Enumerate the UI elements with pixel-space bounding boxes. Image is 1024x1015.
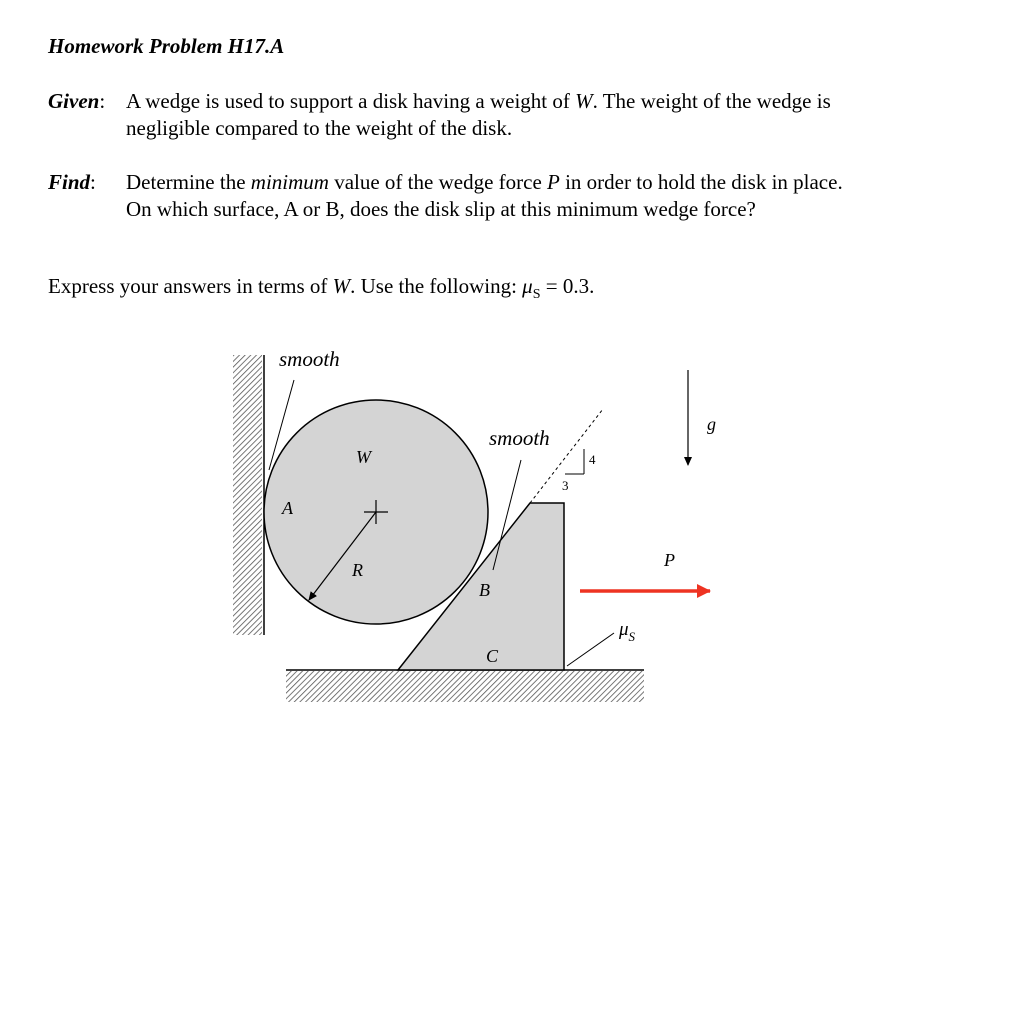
point-b-label: B bbox=[479, 580, 490, 600]
friction-leader bbox=[567, 633, 614, 666]
gravity-label: g bbox=[707, 414, 716, 434]
problem-title: Homework Problem H17.A bbox=[48, 34, 285, 58]
find-label: Find: bbox=[48, 170, 96, 194]
friction-mu-label: $\mu_S$ bbox=[619, 619, 636, 644]
find-text: Determine the minimum value of the wedge force P in order to hold the disk in place. On which surface, A or B, does the disk slip at this minimum wedge force? bbox=[126, 170, 843, 221]
weight-label: W bbox=[356, 447, 371, 467]
smooth-incline-label: smooth bbox=[489, 426, 550, 450]
point-a-label: A bbox=[282, 498, 293, 518]
point-c-label: C bbox=[486, 646, 499, 666]
given-text: A wedge is used to support a disk having a weight of W. The weight of the wedge is negligible compared to the weight of the disk. bbox=[126, 89, 831, 140]
express-instructions: Express your answers in terms of W. Use the following: $\mu_S = 0.3$. bbox=[48, 274, 595, 303]
force-p-label: P bbox=[664, 550, 675, 570]
smooth-wall-label: smooth bbox=[279, 347, 340, 371]
ground-hatch bbox=[286, 671, 644, 702]
given-label: Given: bbox=[48, 89, 106, 113]
slope-run-label: 3 bbox=[562, 478, 569, 493]
radius-label: R bbox=[352, 560, 363, 580]
slope-rise-label: 4 bbox=[589, 452, 596, 467]
wall-hatch bbox=[233, 355, 262, 635]
